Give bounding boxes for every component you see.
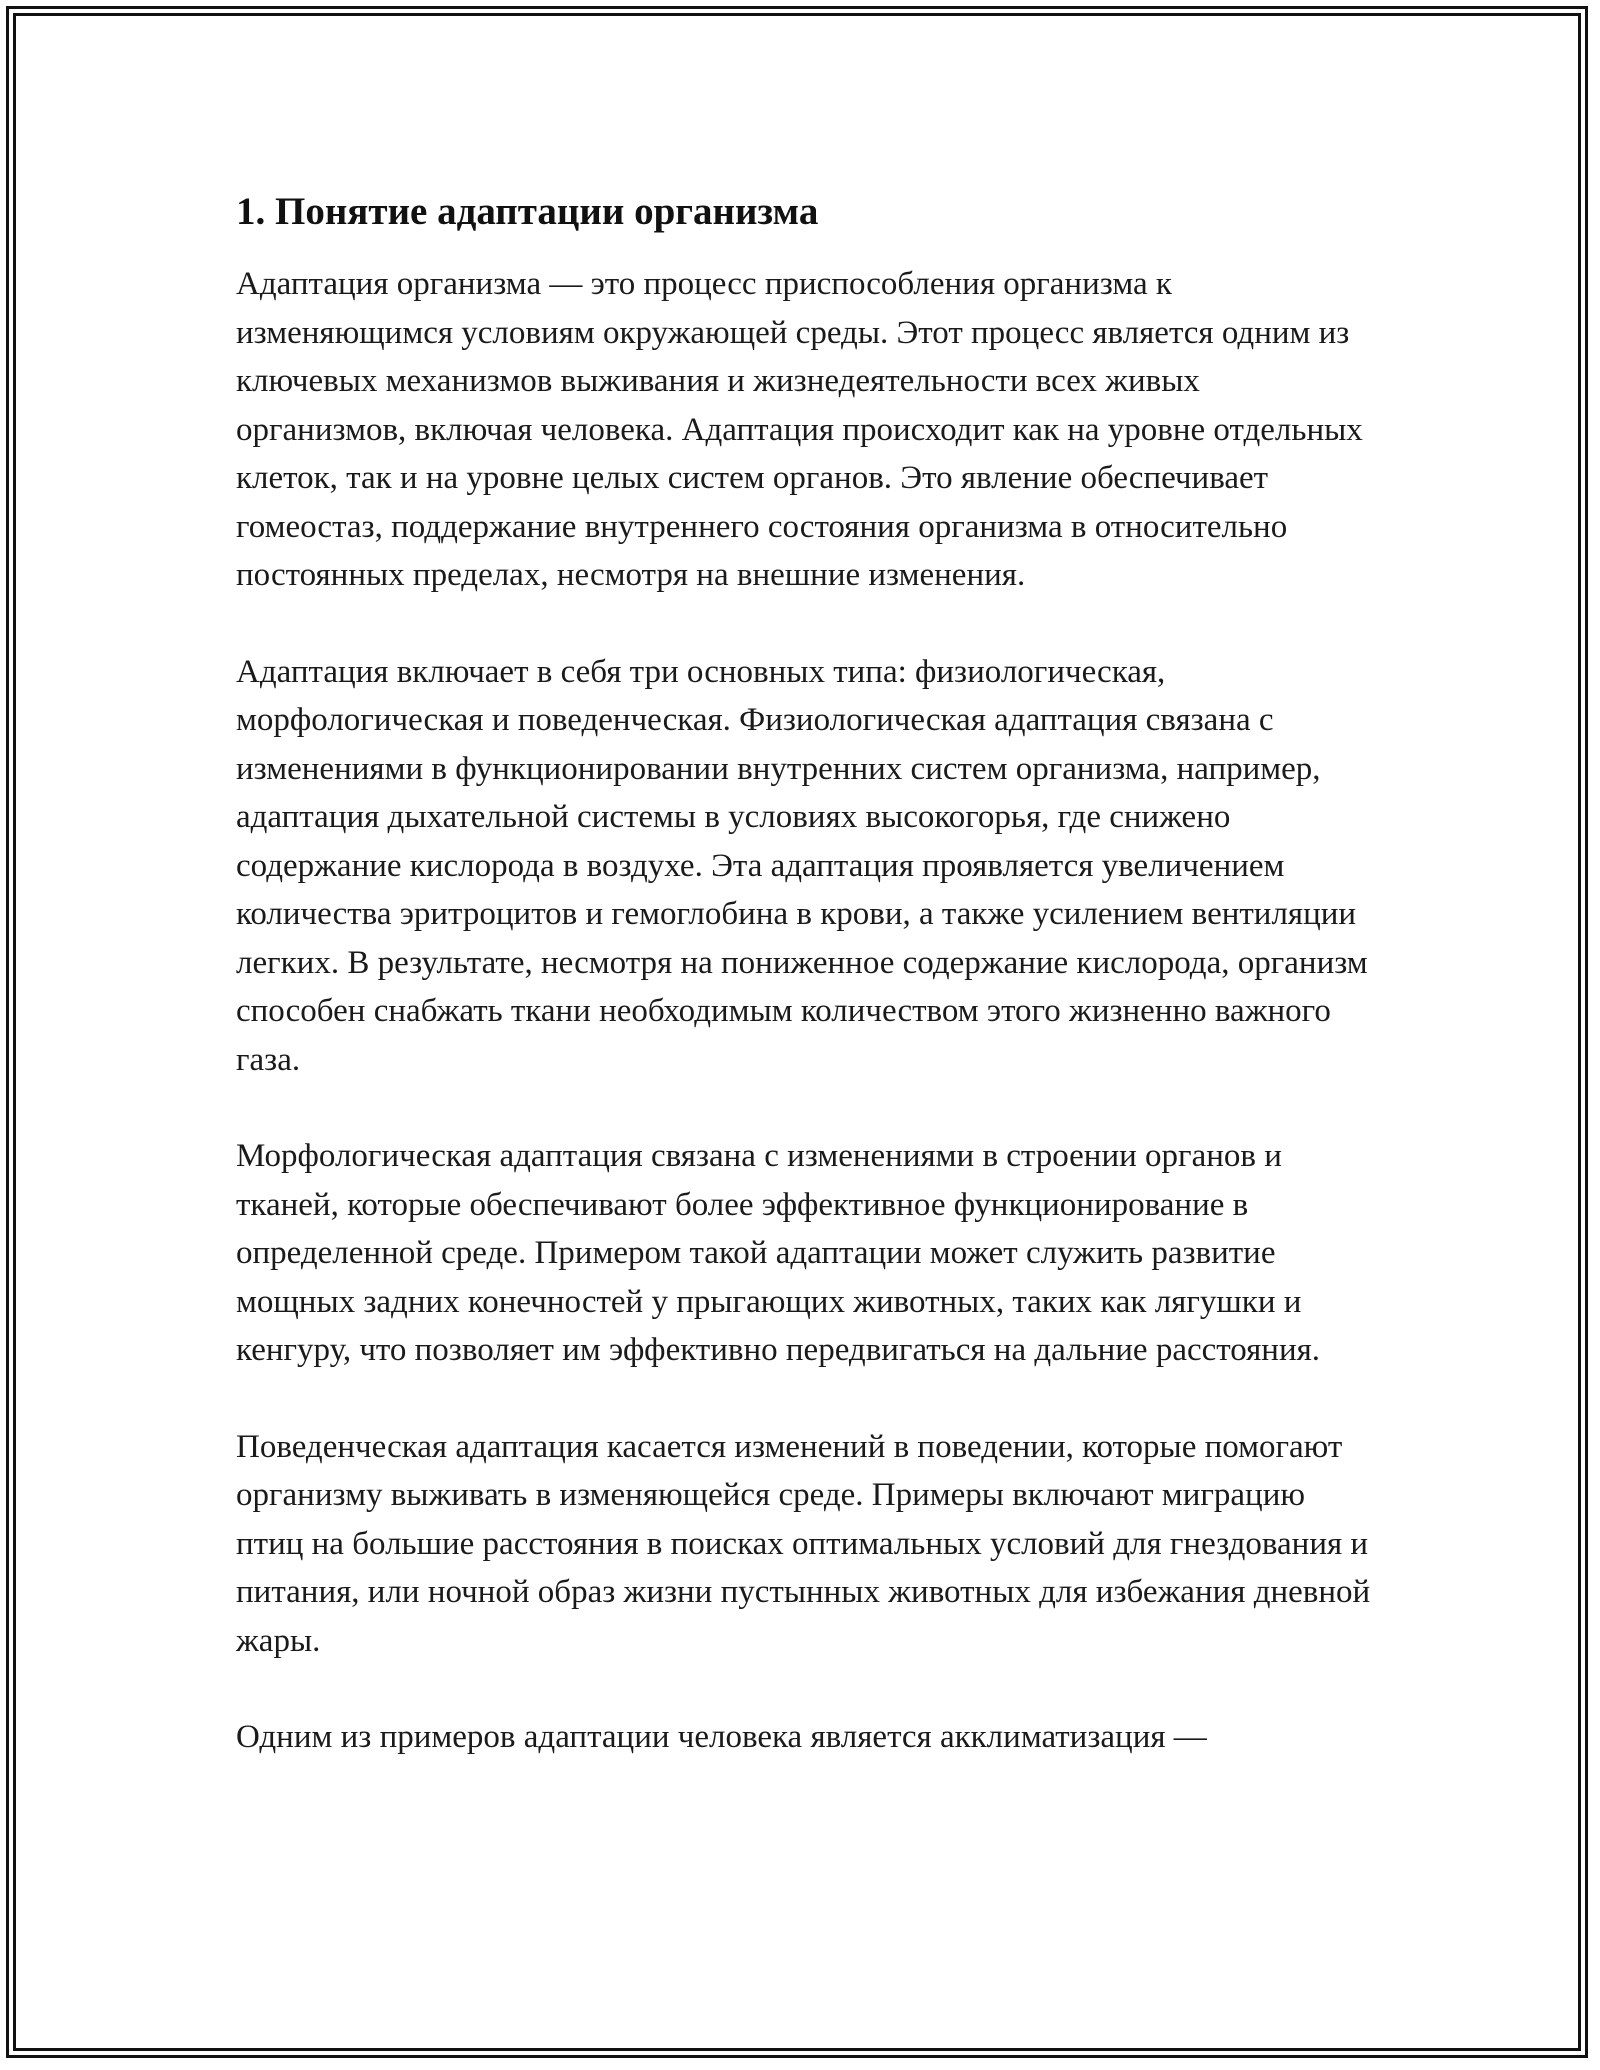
document-body [236, 186, 1376, 1810]
paragraph-2: Адаптация включает в себя три основных типа: физиологическая, морфологическая и поведенческая. Физиологическая адаптация связана с изменениями в функционировании внутренних систем организма, например, адаптация дыхательной системы в условиях высокогорья, где снижено содержание кислорода в воздухе. Эта адаптация проявляется увеличением количества эритроцитов и гемоглобина в крови, а также усилением вентиляции легких. В результате, несмотря на пониженное содержание кислорода, организм способен снабжать ткани необходимым количеством этого жизненно важного газа. [236, 653, 1368, 1078]
paragraph-3: Морфологическая адаптация связана с изменениями в строении органов и тканей, которые обеспечивают более эффективное функционирование в определенной среде. Примером такой адаптации может служить развитие мощных задних конечностей у прыгающих животных, таких как лягушки и кенгуру, что позволяет им эффективно передвигаться на дальние расстояния. [236, 1138, 1321, 1368]
paragraph-4: Поведенческая адаптация касается изменений в поведении, которые помогают организму выживать в изменяющейся среде. Примеры включают миграцию птиц на большие расстояния в поисках оптимальных условий для гнездования и питания, или ночной образ жизни пустынных животных для избежания дневной жары. [236, 1428, 1371, 1659]
section-heading: 1. Понятие адаптации организма [236, 190, 819, 233]
paragraph-1: Адаптация организма — это процесс приспособления организма к изменяющимся условиям окружающей среды. Этот процесс является одним из ключевых механизмов выживания и жизнедеятельности всех живых организмов, включая человека. Адаптация происходит как на уровне отдельных клеток, так и на уровне целых систем органов. Это явление обеспечивает гомеостаз, поддержание внутреннего состояния организма в относительно постоянных пределах, несмотря на внешние изменения. [236, 266, 1363, 593]
paragraph-5: Одним из примеров адаптации человека является акклиматизация — [236, 1719, 1207, 1755]
